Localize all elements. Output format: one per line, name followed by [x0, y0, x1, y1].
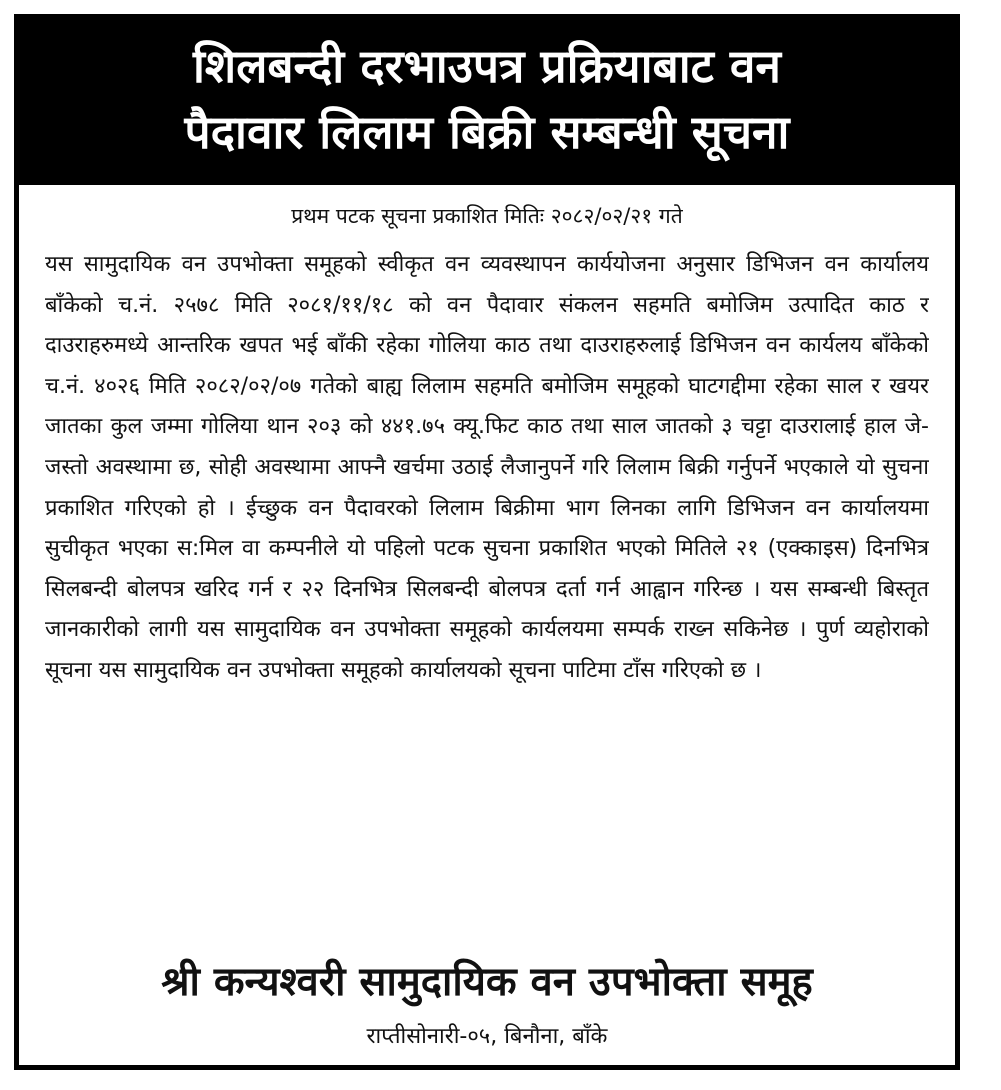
notice-header	[19, 19, 955, 185]
notice-title-line-1: शिलबन्दी दरभाउपत्र प्रक्रियाबाट वन	[193, 39, 781, 93]
organization-address: राप्तीसोनारी-०५, बिनौना, बाँके	[366, 1024, 608, 1049]
notice-title-line-2: पैदावार लिलाम बिक्री सम्बन्धी सूचना	[184, 105, 790, 159]
organization-name: श्री कन्यश्वरी सामुदायिक वन उपभोक्ता समूह	[161, 959, 813, 1005]
notice-frame	[14, 14, 960, 1070]
notice-body: यस सामुदायिक वन उपभोक्ता समूहको स्वीकृत वन व्यवस्थापन कार्ययोजना अनुसार डिभिजन वन कार्यालय बाँकेको च.नं. २५७८ मिति २०८१/११/१८ को वन पैदावार संकलन सहमति बमोजिम उत्पादित काठ र दाउराहरुमध्ये आन्तरिक खपत भई बाँकी रहेका गोलिया काठ तथा दाउराहरुलाई डिभिजन वन कार्यलय बाँकेको च.नं. ४०२६ मिति २०८२/०२/०७ गतेको बाह्य लिलाम सहमति बमोजिम समूहको घाटगद्दीमा रहेका साल र खयर जातका कुल जम्मा गोलिया थान २०३ को ४४१.७५ क्यू.फिट काठ तथा साल जातको ३ चट्टा दाउरालाई हाल जे-जस्तो अवस्थामा छ, सोही अवस्थामा आफ्नै खर्चमा उठाई लैजानुपर्ने गरि लिलाम बिक्री गर्नुपर्ने भएकाले यो सुचना प्रकाशित गरिएको हो । ईच्छुक वन पैदावरको लिलाम बिक्रीमा भाग लिनका लागि डिभिजन वन कार्यालयमा सुचीकृत भएका स:मिल वा कम्पनीले यो पहिलो पटक सुचना प्रकाशित भएको मितिले २१ (एक्काइस) दिनभित्र सिलबन्दी बोलपत्र खरिद गर्न र २२ दिनभित्र सिलबन्दी बोलपत्र दर्ता गर्न आह्वान गरिन्छ । यस सम्बन्धी बिस्तृत जानकारीको लागी यस सामुदायिक वन उपभोक्ता समूहको कार्यलयमा सम्पर्क राख्न सकिनेछ । पुर्ण व्यहोराको सूचना यस सामुदायिक वन उपभोक्ता समूहको कार्यालयको सूचना पाटिमा टाँस गरिएको छ ।	[45, 252, 929, 683]
published-date: प्रथम पटक सूचना प्रकाशित मितिः २०८२/०२/२१ गते	[291, 204, 683, 228]
